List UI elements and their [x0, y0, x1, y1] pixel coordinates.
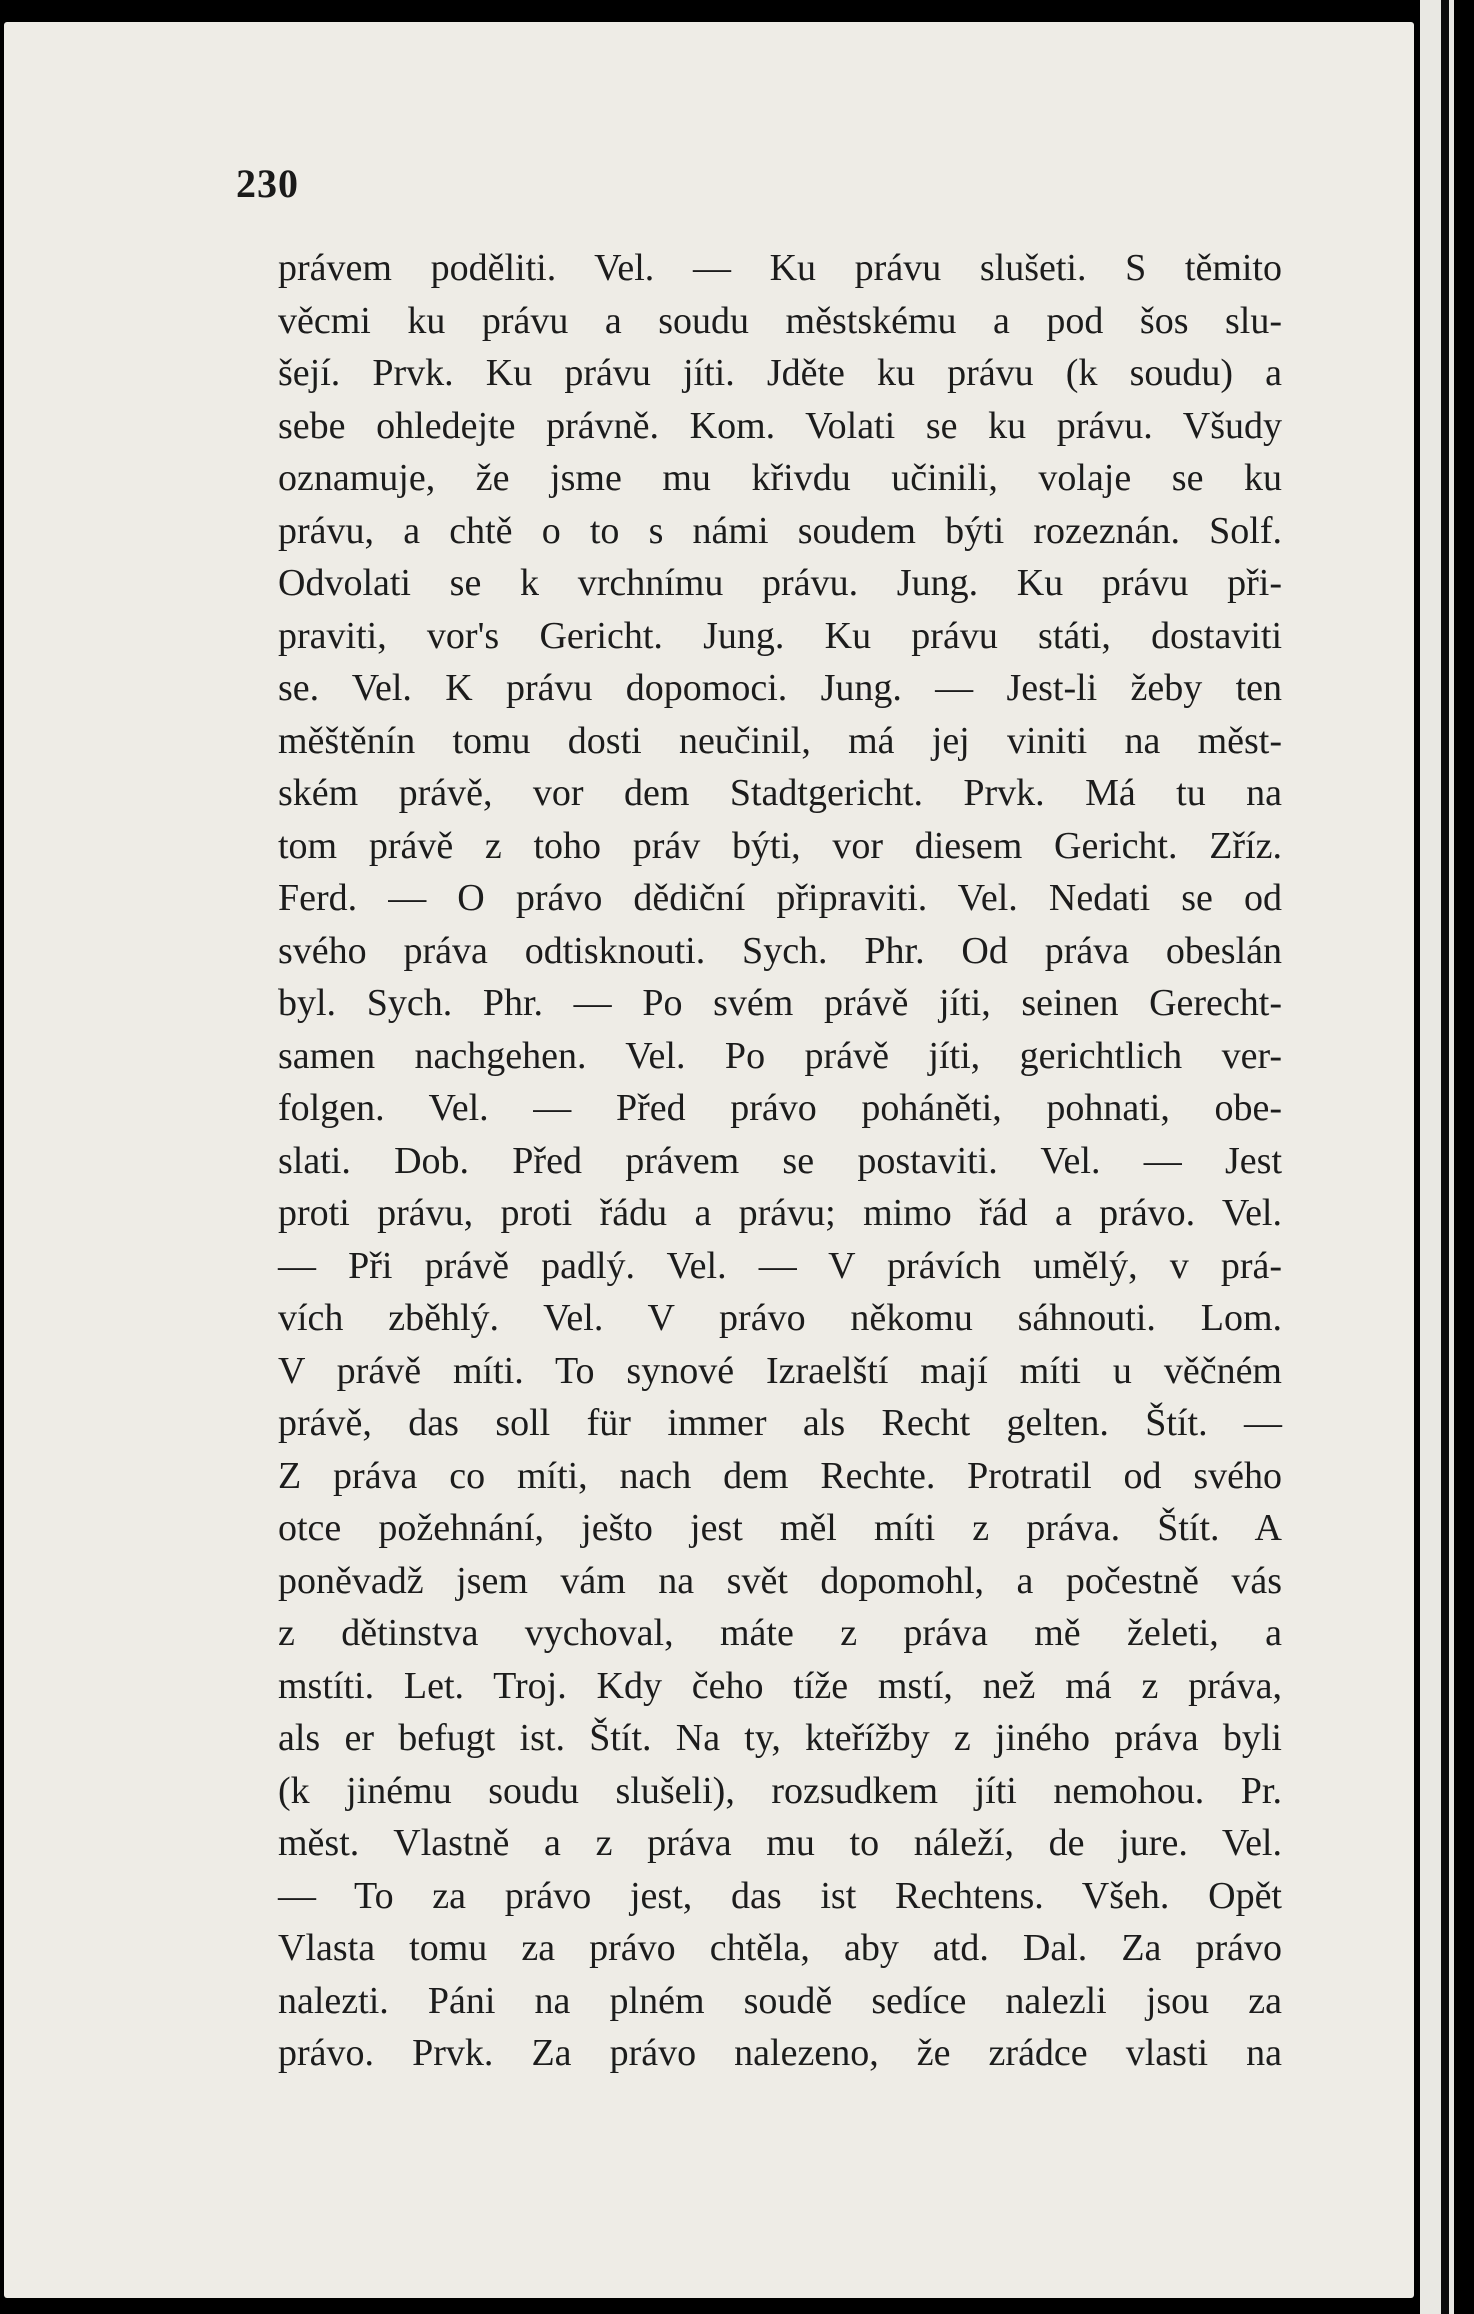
- page-gutter-line: [1441, 0, 1449, 2314]
- text-line: právo. Prvk. Za právo nalezeno, že zrádce vlasti na: [278, 2032, 1282, 2074]
- text-line: — Při právě padlý. Vel. — V právích umělý, v prá-: [278, 1244, 1282, 1287]
- text-line: právu, a chtě o to s námi soudem býti rozeznán. Solf.: [278, 509, 1282, 552]
- text-line: folgen. Vel. — Před právo poháněti, pohnati, obe-: [278, 1087, 1282, 1129]
- text-line: nalezti. Páni na plném soudě sedíce nalezli jsou za: [278, 1979, 1282, 2022]
- text-line: šejí. Prvk. Ku právu jíti. Jděte ku právu (k soudu) a: [278, 352, 1282, 394]
- text-line: se. Vel. K právu dopomoci. Jung. — Jest-li žeby ten: [278, 667, 1282, 709]
- text-line: samen nachgehen. Vel. Po právě jíti, gerichtlich ver-: [278, 1034, 1282, 1077]
- text-line: věcmi ku právu a soudu městskému a pod šos slu-: [278, 299, 1282, 342]
- text-line: — To za právo jest, das ist Rechtens. Všeh. Opět: [278, 1874, 1282, 1917]
- text-line: byl. Sych. Phr. — Po svém právě jíti, seinen Gerecht-: [278, 982, 1282, 1024]
- text-line: poněvadž jsem vám na svět dopomohl, a počestně vás: [278, 1559, 1282, 1602]
- text-line: sebe ohledejte právně. Kom. Volati se ku právu. Všudy: [278, 404, 1282, 447]
- text-line: praviti, vor's Gericht. Jung. Ku právu státi, dostaviti: [278, 614, 1282, 657]
- text-line: Ferd. — O právo dědiční připraviti. Vel. Nedati se od: [278, 877, 1282, 919]
- text-line: otce požehnání, ješto jest měl míti z práva. Štít. A: [278, 1507, 1282, 1549]
- text-line: měštěnín tomu dosti neučinil, má jej viniti na měst-: [278, 719, 1282, 762]
- text-line: Vlasta tomu za právo chtěla, aby atd. Dal. Za právo: [278, 1927, 1282, 1969]
- text-line: (k jinému soudu slušeli), rozsudkem jíti nemohou. Pr.: [278, 1769, 1282, 1812]
- text-line: als er befugt ist. Štít. Na ty, kteřížby z jiného práva byli: [278, 1717, 1282, 1759]
- text-line: měst. Vlastně a z práva mu to náleží, de jure. Vel.: [278, 1822, 1282, 1864]
- text-line: V právě míti. To synové Izraelští mají míti u věčném: [278, 1349, 1282, 1392]
- text-line: tom právě z toho práv býti, vor diesem Gericht. Zříz.: [278, 824, 1282, 867]
- page-number: 230: [236, 161, 299, 206]
- text-line: proti právu, proti řádu a právu; mimo řád a právo. Vel.: [278, 1192, 1282, 1234]
- text-line: z dětinstva vychoval, máte z práva mě želeti, a: [278, 1612, 1282, 1654]
- text-line: svého práva odtisknouti. Sych. Phr. Od práva obeslán: [278, 929, 1282, 972]
- text-line: mstíti. Let. Troj. Kdy čeho tíže mstí, než má z práva,: [278, 1664, 1282, 1707]
- text-line: slati. Dob. Před právem se postaviti. Vel. — Jest: [278, 1139, 1282, 1182]
- body-text: [278, 242, 1282, 2080]
- text-line: právě, das soll für immer als Recht gelten. Štít. —: [278, 1402, 1282, 1444]
- text-line: oznamuje, že jsme mu křivdu učinili, volaje se ku: [278, 457, 1282, 499]
- text-line: vích zběhlý. Vel. V právo někomu sáhnouti. Lom.: [278, 1297, 1282, 1339]
- text-line: ském právě, vor dem Stadtgericht. Prvk. Má tu na: [278, 772, 1282, 814]
- text-line: Odvolati se k vrchnímu právu. Jung. Ku právu při-: [278, 562, 1282, 604]
- text-line: Z práva co míti, nach dem Rechte. Protratil od svého: [278, 1454, 1282, 1497]
- text-line: právem poděliti. Vel. — Ku právu slušeti. S těmito: [278, 247, 1282, 289]
